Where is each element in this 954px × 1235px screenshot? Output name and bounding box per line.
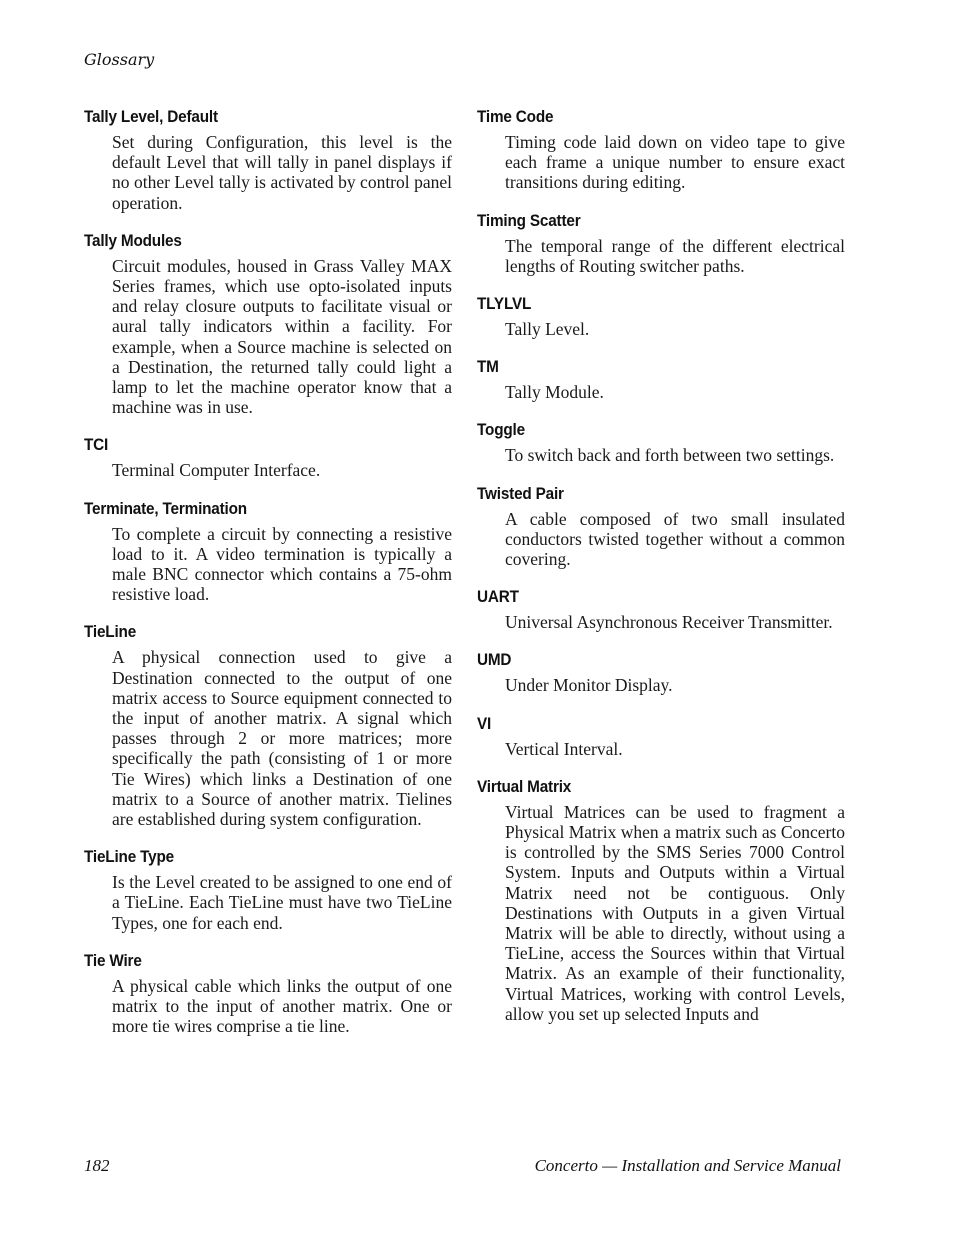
glossary-entry bbox=[477, 106, 845, 193]
glossary-entry bbox=[84, 106, 452, 213]
glossary-definition: A physical cable which links the output of one matrix to the input of another matrix. One or more tie wires comprise a tie line. bbox=[112, 975, 452, 1037]
glossary-definition: Under Monitor Display. bbox=[505, 675, 673, 696]
glossary-entry bbox=[477, 776, 845, 1024]
manual-title: Concerto — Installation and Service Manual bbox=[534, 1156, 841, 1175]
glossary-term: Twisted Pair bbox=[477, 483, 564, 503]
running-head: Glossary bbox=[84, 50, 155, 69]
glossary-definition: Timing code laid down on video tape to give each frame a unique number to ensure exact transitions during editing. bbox=[505, 132, 845, 193]
glossary-term: Toggle bbox=[477, 420, 525, 440]
glossary-term: TCI bbox=[84, 435, 109, 455]
glossary-definition: Is the Level created to be assigned to one end of a TieLine. Each TieLine must have two TieLine Types, one for each end. bbox=[112, 872, 452, 933]
glossary-definition: Set during Configuration, this level is the default Level that will tally in panel displays if no other Level tally is activated by control panel operation. bbox=[112, 132, 452, 213]
glossary-definition: Terminal Computer Interface. bbox=[112, 460, 321, 481]
glossary-definition: To complete a circuit by connecting a resistive load to it. A video termination is typically a male BNC connector which contains a 75-ohm resistive load. bbox=[112, 523, 452, 605]
glossary-term: UART bbox=[477, 587, 519, 607]
glossary-definition: Circuit modules, housed in Grass Valley MAX Series frames, which use opto-isolated inputs and relay closure outputs to facilitate visual or aural tally indicators within a facility. For example, when a Source machine is selected on a Destination, the returned tally could light a lamp to let the machine operator know that a machine was in use. bbox=[112, 255, 452, 418]
glossary-term: Tie Wire bbox=[84, 950, 142, 970]
glossary-definition: Tally Module. bbox=[505, 382, 604, 403]
glossary-entry bbox=[477, 483, 845, 570]
glossary-entry bbox=[84, 434, 452, 480]
glossary-term: Timing Scatter bbox=[477, 210, 581, 230]
glossary-definition: Virtual Matrices can be used to fragment a Physical Matrix when a matrix such as Concerto is controlled by the SMS Series 7000 Control System. Inputs and Outputs within a Virtual Matrix need not be contiguous. Only Destinations with Outputs in a given Virtual Matrix will be able to directly, without using a TieLine, access the Sources within that Virtual Matrix. As an example of their functionality, Virtual Matrices, working with control Levels, allow you set up selected Inputs and bbox=[505, 801, 845, 1024]
glossary-term: VI bbox=[477, 713, 492, 733]
glossary-entry bbox=[477, 649, 845, 695]
glossary-definition: Vertical Interval. bbox=[505, 738, 623, 759]
glossary-entry bbox=[477, 586, 845, 632]
glossary-term: Tally Modules bbox=[84, 230, 182, 250]
glossary-term: TieLine Type bbox=[84, 847, 174, 867]
page-number: 182 bbox=[84, 1156, 110, 1175]
glossary-term: Time Code bbox=[477, 107, 554, 126]
glossary-term: Terminate, Termination bbox=[84, 498, 247, 518]
glossary-definition: Tally Level. bbox=[505, 319, 590, 340]
glossary-column-left bbox=[84, 106, 452, 1054]
glossary-entry bbox=[84, 230, 452, 418]
glossary-definition: The temporal range of the different electrical lengths of Routing switcher paths. bbox=[505, 235, 845, 276]
glossary-entry bbox=[477, 293, 845, 339]
glossary-entry bbox=[84, 950, 452, 1037]
glossary-term: TM bbox=[477, 357, 499, 377]
glossary-term: TLYLVL bbox=[477, 294, 532, 314]
glossary-term: TieLine bbox=[84, 622, 137, 642]
glossary-entry bbox=[477, 210, 845, 276]
glossary-entry bbox=[84, 846, 452, 933]
glossary-definition: To switch back and forth between two settings. bbox=[505, 445, 835, 466]
glossary-definition: Universal Asynchronous Receiver Transmitter. bbox=[505, 612, 833, 633]
glossary-definition: A physical connection used to give a Destination connected to the output of one matrix access to Source equipment connected to the input of another matrix. A signal which passes through 2 or more matrices; more specifically the path (consisting of 1 or more Tie Wires) which links a Destination of one matrix to a Source of another matrix. Tielines are established during system configuration. bbox=[112, 647, 452, 830]
glossary-entry bbox=[477, 356, 845, 402]
glossary-entry bbox=[477, 419, 845, 465]
glossary-term: UMD bbox=[477, 650, 512, 670]
glossary-entry bbox=[84, 498, 452, 605]
glossary-definition: A cable composed of two small insulated conductors twisted together without a common covering. bbox=[505, 508, 845, 570]
glossary-column-right bbox=[477, 106, 845, 1041]
glossary-entry bbox=[84, 621, 452, 829]
glossary-term: Virtual Matrix bbox=[477, 776, 572, 796]
glossary-entry bbox=[477, 713, 845, 759]
glossary-term: Tally Level, Default bbox=[84, 107, 218, 126]
